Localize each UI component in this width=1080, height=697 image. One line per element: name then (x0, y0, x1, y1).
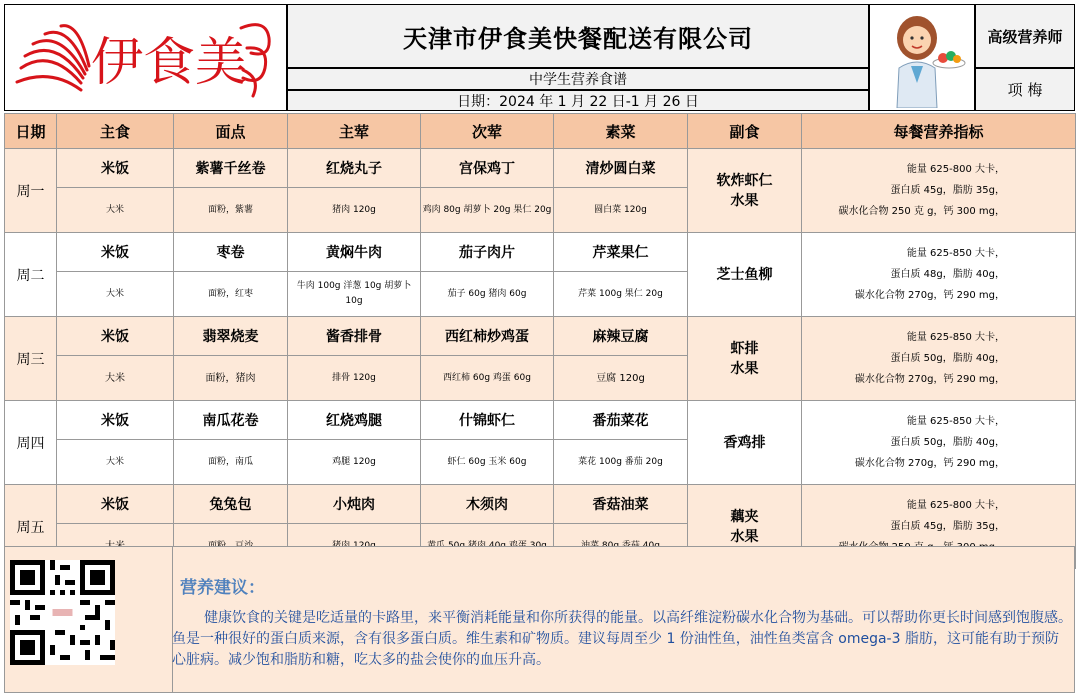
day-label: 周二 (5, 233, 57, 317)
side-dish (688, 233, 802, 317)
nutritionist-avatar (869, 4, 975, 111)
dish-pastry: 枣卷 (174, 233, 288, 272)
nutritionist-name: 项 梅 (975, 68, 1075, 111)
ingredient-staple: 大米 (57, 440, 174, 485)
logo-flourish-icon (11, 8, 281, 108)
side-dish-line: 软炸虾仁 (716, 172, 773, 189)
dish-secondary-meat: 宫保鸡丁 (421, 149, 554, 188)
dish-main-meat: 红烧丸子 (288, 149, 421, 188)
day-label: 周五 (5, 485, 57, 569)
dish-main-meat: 酱香排骨 (288, 317, 421, 356)
dish-vegetable: 清炒圆白菜 (554, 149, 688, 188)
date-range: 日期：2024 年 1 月 22 日-1 月 26 日 (287, 90, 869, 111)
ingredient-main-meat: 牛肉 100g 洋葱 10g 胡萝卜 10g (288, 272, 421, 317)
col-header-vegetable: 素菜 (554, 114, 688, 149)
side-dish (688, 149, 802, 233)
side-dish (688, 401, 802, 485)
dish-main-meat: 小炖肉 (288, 485, 421, 524)
side-dish-line: 水果 (730, 192, 759, 209)
nutrition-line: 蛋白质 45g，脂肪 35g， (890, 185, 1005, 196)
col-header-side: 副食 (688, 114, 802, 149)
dish-pastry: 南瓜花卷 (174, 401, 288, 440)
ingredient-vegetable: 菜花 100g 番茄 20g (554, 440, 688, 485)
nutrition-info (802, 317, 1076, 401)
table-row (5, 317, 1076, 356)
nutrition-line: 蛋白质 45g，脂肪 35g， (890, 521, 1005, 532)
ingredient-vegetable: 圆白菜 120g (554, 188, 688, 233)
day-label: 周一 (5, 149, 57, 233)
nutrition-line: 蛋白质 50g，脂肪 40g， (890, 437, 1005, 448)
table-row (5, 149, 1076, 188)
dish-vegetable: 番茄菜花 (554, 401, 688, 440)
table-row (5, 485, 1076, 524)
ingredient-pastry: 面粉，紫薯 (174, 188, 288, 233)
side-dish-line: 虾排 (730, 340, 759, 357)
dish-secondary-meat: 茄子肉片 (421, 233, 554, 272)
nutrition-line: 碳水化合物 270g，钙 290 mg， (854, 374, 1005, 385)
nutrition-info (802, 149, 1076, 233)
nutrition-line: 能量 625-800 大卡， (906, 164, 1005, 175)
ingredient-secondary-meat: 虾仁 60g 玉米 60g (421, 440, 554, 485)
ingredient-secondary-meat: 鸡肉 80g 胡萝卜 20g 果仁 20g (421, 188, 554, 233)
col-header-staple: 主食 (57, 114, 174, 149)
nutrition-line: 碳水化合物 270g，钙 290 mg， (854, 290, 1005, 301)
nutrition-info (802, 233, 1076, 317)
table-header-row (5, 114, 1076, 149)
advice-title: 营养建议： (180, 578, 265, 598)
qr-code-icon (10, 560, 115, 665)
ingredient-pastry: 面粉，猪肉 (174, 356, 288, 401)
dish-vegetable: 麻辣豆腐 (554, 317, 688, 356)
ingredient-secondary-meat: 西红柿 60g 鸡蛋 60g (421, 356, 554, 401)
dish-pastry: 紫薯千丝卷 (174, 149, 288, 188)
side-dish-line: 芝士鱼柳 (716, 266, 773, 283)
ingredient-pastry: 面粉，红枣 (174, 272, 288, 317)
dish-pastry: 翡翠烧麦 (174, 317, 288, 356)
nutrition-line: 碳水化合物 250 克 g，钙 300 mg， (838, 206, 1005, 217)
ingredient-main-meat: 鸡腿 120g (288, 440, 421, 485)
advice-text: 健康饮食的关键是吃适量的卡路里，来平衡消耗能量和你所获得的能量。以高纤维淀粉碳水化合物为基础。可以帮助你更长时间感到饱腹感。鱼是一种很好的蛋白质来源，含有很多蛋白质。维生素和矿物质。建议每周至少 1 份油性鱼，油性鱼类富含 omega-3 脂肪，这可能有助于预防心脏病。减少饱和脂肪和糖，吃太多的盐会使你的血压升高。 (172, 610, 1072, 668)
dish-pastry: 兔兔包 (174, 485, 288, 524)
nutrition-line: 能量 625-850 大卡， (906, 416, 1005, 427)
dish-secondary-meat: 什锦虾仁 (421, 401, 554, 440)
col-header-date: 日期 (5, 114, 57, 149)
nutritionist-icon (877, 8, 967, 108)
dish-secondary-meat: 木须肉 (421, 485, 554, 524)
dish-main-meat: 红烧鸡腿 (288, 401, 421, 440)
side-dish-line: 香鸡排 (723, 434, 766, 451)
nutrition-line: 能量 625-850 大卡， (906, 248, 1005, 259)
dish-staple: 米饭 (57, 485, 174, 524)
nutritionist-title: 高级营养师 (975, 4, 1075, 68)
dish-vegetable: 芹菜果仁 (554, 233, 688, 272)
ingredient-staple: 大米 (57, 272, 174, 317)
nutrition-line: 碳水化合物 270g，钙 290 mg， (854, 458, 1005, 469)
dish-secondary-meat: 西红柿炒鸡蛋 (421, 317, 554, 356)
table-row (5, 401, 1076, 440)
ingredient-staple: 大米 (57, 188, 174, 233)
side-dish-line: 水果 (730, 360, 759, 377)
dish-staple: 米饭 (57, 401, 174, 440)
company-logo (4, 4, 287, 111)
side-dish (688, 317, 802, 401)
nutrition-line: 能量 625-850 大卡， (906, 332, 1005, 343)
ingredient-secondary-meat: 茄子 60g 猪肉 60g (421, 272, 554, 317)
logo-text: 伊食美 (90, 32, 247, 93)
col-header-main-meat: 主荤 (288, 114, 421, 149)
dish-vegetable: 香菇油菜 (554, 485, 688, 524)
ingredient-vegetable: 芹菜 100g 果仁 20g (554, 272, 688, 317)
dish-staple: 米饭 (57, 317, 174, 356)
ingredient-main-meat: 猪肉 120g (288, 188, 421, 233)
nutrition-line: 能量 625-800 大卡， (906, 500, 1005, 511)
ingredient-pastry: 面粉，南瓜 (174, 440, 288, 485)
company-name: 天津市伊食美快餐配送有限公司 (287, 4, 869, 68)
ingredient-staple: 大米 (57, 356, 174, 401)
nutrition-line: 蛋白质 48g，脂肪 40g， (890, 269, 1005, 280)
dish-staple: 米饭 (57, 233, 174, 272)
day-label: 周四 (5, 401, 57, 485)
nutrition-line: 蛋白质 50g，脂肪 40g， (890, 353, 1005, 364)
col-header-secondary-meat: 次荤 (421, 114, 554, 149)
side-dish-line: 藕夹 (730, 508, 759, 525)
col-header-pastry: 面点 (174, 114, 288, 149)
nutrition-info (802, 401, 1076, 485)
dish-main-meat: 黄焖牛肉 (288, 233, 421, 272)
day-label: 周三 (5, 317, 57, 401)
ingredient-vegetable: 豆腐 120g (554, 356, 688, 401)
qr-code (10, 560, 115, 665)
side-dish-line: 水果 (730, 528, 759, 545)
ingredient-main-meat: 排骨 120g (288, 356, 421, 401)
weekly-menu-table (4, 113, 1076, 569)
col-header-nutrition: 每餐营养指标 (802, 114, 1076, 149)
menu-subtitle: 中学生营养食谱 (287, 68, 869, 90)
dish-staple: 米饭 (57, 149, 174, 188)
table-row (5, 233, 1076, 272)
